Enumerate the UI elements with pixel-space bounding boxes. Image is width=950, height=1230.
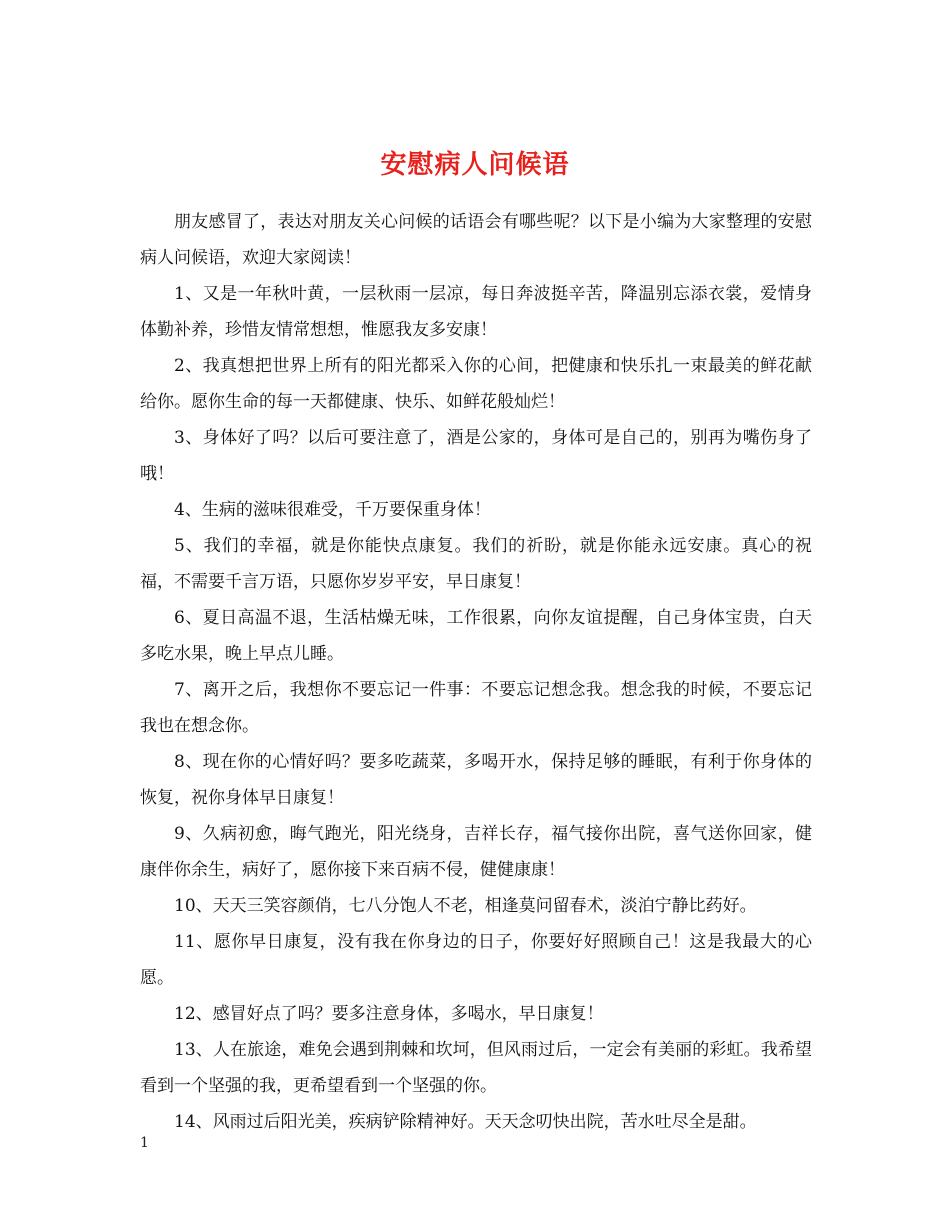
greeting-paragraph-8: 8、现在你的心情好吗？要多吃蔬菜，多喝开水，保持足够的睡眠，有利于你身体的恢复，祝你身体早日康复！ — [140, 752, 812, 808]
greeting-paragraph-7: 7、离开之后，我想你不要忘记一件事：不要忘记想念我。想念我的时候，不要忘记我也在想念你。 — [140, 680, 812, 736]
greeting-paragraph-11: 11、愿你早日康复，没有我在你身边的日子，你要好好照顾自己！这是我最大的心愿。 — [140, 932, 812, 988]
intro-paragraph: 朋友感冒了，表达对朋友关心问候的话语会有哪些呢？以下是小编为大家整理的安慰病人问候语，欢迎大家阅读！ — [140, 212, 812, 268]
greeting-paragraph-4: 4、生病的滋味很难受，千万要保重身体！ — [174, 500, 491, 520]
greeting-paragraph-12: 12、感冒好点了吗？要多注意身体，多喝水，早日康复！ — [174, 1004, 604, 1024]
greeting-paragraph-5: 5、我们的幸福，就是你能快点康复。我们的祈盼，就是你能永远安康。真心的祝福，不需要千言万语，只愿你岁岁平安，早日康复！ — [140, 536, 812, 592]
document-title: 安慰病人问候语 — [380, 150, 570, 181]
greeting-paragraph-14: 14、风雨过后阳光美，疾病铲除精神好。天天念叨快出院，苦水吐尽全是甜。 — [174, 1112, 757, 1132]
greeting-paragraph-10: 10、天天三笑容颜俏，七八分饱人不老，相逢莫问留春术，淡泊宁静比药好。 — [174, 896, 757, 916]
greeting-paragraph-6: 6、夏日高温不退，生活枯燥无味，工作很累，向你友谊提醒，自己身体宝贵，白天多吃水果，晚上早点儿睡。 — [140, 608, 812, 664]
page-number: 1 — [140, 1135, 149, 1151]
greeting-paragraph-2: 2、我真想把世界上所有的阳光都采入你的心间，把健康和快乐扎一束最美的鲜花献给你。愿你生命的每一天都健康、快乐、如鲜花般灿烂！ — [140, 356, 812, 412]
greeting-paragraph-9: 9、久病初愈，晦气跑光，阳光绕身，吉祥长存，福气接你出院，喜气送你回家，健康伴你余生，病好了，愿你接下来百病不侵，健健康康！ — [140, 824, 812, 880]
greeting-paragraph-1: 1、又是一年秋叶黄，一层秋雨一层凉，每日奔波挺辛苦，降温别忘添衣裳，爱情身体勤补养，珍惜友情常想想，惟愿我友多安康！ — [140, 284, 812, 340]
document-body — [140, 204, 812, 1140]
greeting-paragraph-13: 13、人在旅途，难免会遇到荆棘和坎坷，但风雨过后，一定会有美丽的彩虹。我希望看到一个坚强的我，更希望看到一个坚强的你。 — [140, 1040, 812, 1096]
greeting-paragraph-3: 3、身体好了吗？以后可要注意了，酒是公家的，身体可是自己的，别再为嘴伤身了哦！ — [140, 428, 812, 484]
